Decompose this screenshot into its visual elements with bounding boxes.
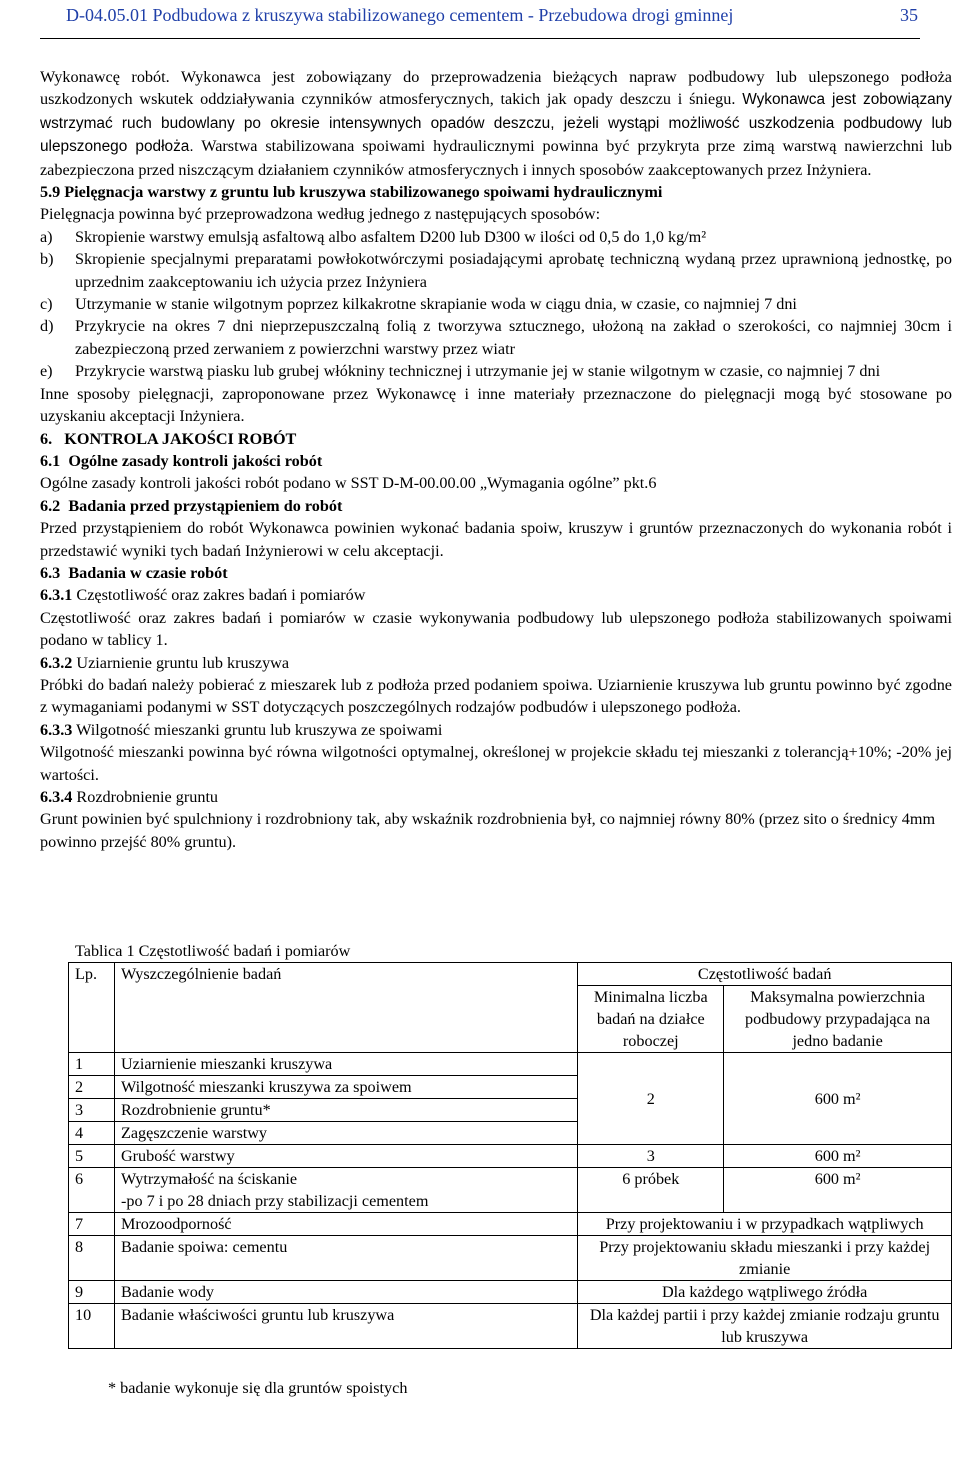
table-row: 1 Uziarnienie mieszanki kruszywa 2 600 m²	[69, 1053, 952, 1076]
section-6-3-2-text: Próbki do badań należy pobierać z mieszarek lub z podłoża przed podaniem spoiwa. Uziarnienie kruszywa lub gruntu powinno być zgodne z wymaganiami podanymi w SST dotyczących poszczególnych rodzajów podbudów i ulepszonego podłoża.	[40, 675, 952, 717]
list-item: d) Przykrycie na okres 7 dni nieprzepuszczalną folią z tworzywa sztucznego, ułożoną na zakład o szerokości, co najmniej 30cm i zabezpieczoną przed zerwaniem z powierzchni warstwy przez wiatr	[40, 317, 952, 358]
table-row: 4 Zagęszczenie warstwy	[69, 1122, 952, 1145]
page-number: 35	[900, 5, 918, 25]
header-item: Wyszczególnienie badań	[114, 963, 577, 1053]
list-item: b) Skropienie specjalnymi preparatami powłokotwórczymi posiadającymi aprobatę techniczną wydaną przez uprawnioną jednostkę, po uprzednim zaakceptowaniu ich użycia przez Inżyniera	[40, 250, 952, 291]
table-row: 7 Mrozoodporność Przy projektowaniu i w przypadkach wątpliwych	[69, 1213, 952, 1236]
table-row: 9 Badanie wody Dla każdego wątpliwego źródła	[69, 1281, 952, 1304]
header-max-area: Maksymalna powierzchnia podbudowy przypadająca na jedno badanie	[724, 986, 952, 1053]
section-6-3-4-heading: 6.3.4 Rozdrobnienie gruntu	[40, 788, 219, 806]
header-lp: Lp.	[69, 963, 115, 1053]
table-row: 3 Rozdrobnienie gruntu*	[69, 1099, 952, 1122]
list-item: a) Skropienie warstwy emulsją asfaltową albo asfaltem D200 lub D300 w ilości od 0,5 do 1,0 kg/m²	[40, 227, 707, 246]
table-header-row	[69, 963, 952, 986]
header-frequency: Częstotliwość badań	[578, 963, 952, 986]
table-footnote: * badanie wykonuje się dla gruntów spoistych	[108, 1379, 408, 1397]
frequency-table-block	[68, 940, 952, 1349]
table-caption: Tablica 1 Częstotliwość badań i pomiarów	[75, 942, 351, 960]
section-6-2-heading: 6.2 Badania przed przystąpieniem do robót	[40, 496, 343, 515]
frequency-table	[68, 962, 952, 1349]
section-6-1-heading: 6.1 Ogólne zasady kontroli jakości robót	[40, 451, 323, 470]
header-min-count: Minimalna liczba badań na działce roboczej	[578, 986, 724, 1053]
list-item: c) Utrzymanie w stanie wilgotnym poprzez kilkakrotne skrapianie woda w ciągu dnia, w czasie, co najmniej 7 dni	[40, 295, 797, 314]
table-row: 5 Grubość warstwy 3 600 m²	[69, 1145, 952, 1168]
group-min-count: 2	[578, 1053, 724, 1145]
section-6-3-3-text: Wilgotność mieszanki powinna być równa wilgotności optymalnej, określonej w projekcie składu tej mieszanki z tolerancją+10%; -20% jej wartości.	[40, 743, 952, 784]
intro-sans-text: Wykonawca jest zobowiązany wstrzymać ruch budowlany po okresie intensywnych opadów deszczu, jeżeli wystąpi możliwość uszkodzenia podbudowy lub ulepszonego podłoża.	[40, 91, 952, 156]
section-6-heading: 6. KONTROLA JAKOŚCI ROBÓT	[40, 429, 297, 448]
section-6-1-text: Ogólne zasady kontroli jakości robót podano w SST D-M-00.00.00 „Wymagania ogólne” pkt.6	[40, 474, 657, 493]
section-5-9-heading: 5.9 Pielęgnacja warstwy z gruntu lub kruszywa stabilizowanego spoiwami hydraulicznymi	[40, 183, 663, 202]
section-5-9-closing: Inne sposoby pielęgnacji, zaproponowane przez Wykonawcę i inne materiały przeznaczone do pielęgnacji mogą być stosowane po uzyskaniu akceptacji Inżyniera.	[40, 384, 952, 426]
section-6-3-4-text: Grunt powinien być spulchniony i rozdrobniony tak, aby wskaźnik rozdrobnienia był, co najmniej równy 80% (przez sito o średnicy 4mm powinno przejść 80% gruntu).	[40, 810, 936, 851]
section-6-3-1-heading: 6.3.1 Częstotliwość oraz zakres badań i pomiarów	[40, 586, 366, 605]
intro-paragraph: Wykonawcę robót. Wykonawca jest zobowiązany do przeprowadzenia bieżących napraw podbudowy lub ulepszonego podłoża uszkodzonych wskutek oddziaływania czynników atmosferycznych, takich jak opady deszczu i śniegu. Wykonawca jest zobowiązany wstrzymać ruch budowlany po okresie intensywnych opadów deszczu, jeżeli wystąpi możliwość uszkodzenia podbudowy lub ulepszonego podłoża. Warstwa stabilizowana spoiwami hydraulicznymi powinna być przykryta prze zimą warstwą nawierzchni lub zabezpieczona przed niszczącym działaniem czynników atmosferycznych i innych sposobów zaakceptowanych przez Inżyniera.	[40, 68, 952, 179]
list-item: e) Przykrycie warstwą piasku lub grubej włókniny technicznej i utrzymanie jej w stanie wilgotnym w czasie, co najmniej 7 dni	[40, 362, 881, 381]
document-body	[40, 66, 952, 853]
table-row: 8 Badanie spoiwa: cementu Przy projektowaniu składu mieszanki i przy każdej zmianie	[69, 1236, 952, 1281]
section-6-2-text: Przed przystąpieniem do robót Wykonawca powinien wykonać badania spoiw, kruszyw i gruntów przeznaczonych do wykonania robót i przedstawić wyniki tych badań Inżynierowi w celu akceptacji.	[40, 519, 952, 560]
page-header	[40, 0, 920, 39]
section-5-9-lead: Pielęgnacja powinna być przeprowadzona według jednego z następujących sposobów:	[40, 205, 601, 224]
table-row: 2 Wilgotność mieszanki kruszywa za spoiwem	[69, 1076, 952, 1099]
table-row: 10 Badanie właściwości gruntu lub kruszywa Dla każdej partii i przy każdej zmianie rodzaju gruntu lub kruszywa	[69, 1304, 952, 1349]
document-title: D-04.05.01 Podbudowa z kruszywa stabilizowanego cementem - Przebudowa drogi gminnej	[66, 5, 734, 25]
section-6-3-2-heading: 6.3.2 Uziarnienie gruntu lub kruszywa	[40, 653, 290, 672]
table-row: 6 Wytrzymałość na ściskanie -po 7 i po 28 dniach przy stabilizacji cementem 6 próbek 600 m²	[69, 1168, 952, 1213]
section-6-3-1-text: Częstotliwość oraz zakres badań i pomiarów w czasie wykonywania podbudowy lub ulepszonego podłoża stabilizowanych spoiwami podano w tablicy 1.	[40, 608, 952, 650]
group-max-area: 600 m²	[724, 1053, 952, 1145]
section-6-3-heading: 6.3 Badania w czasie robót	[40, 563, 228, 582]
section-6-3-3-heading: 6.3.3 Wilgotność mieszanki gruntu lub kruszywa ze spoiwami	[40, 720, 443, 739]
